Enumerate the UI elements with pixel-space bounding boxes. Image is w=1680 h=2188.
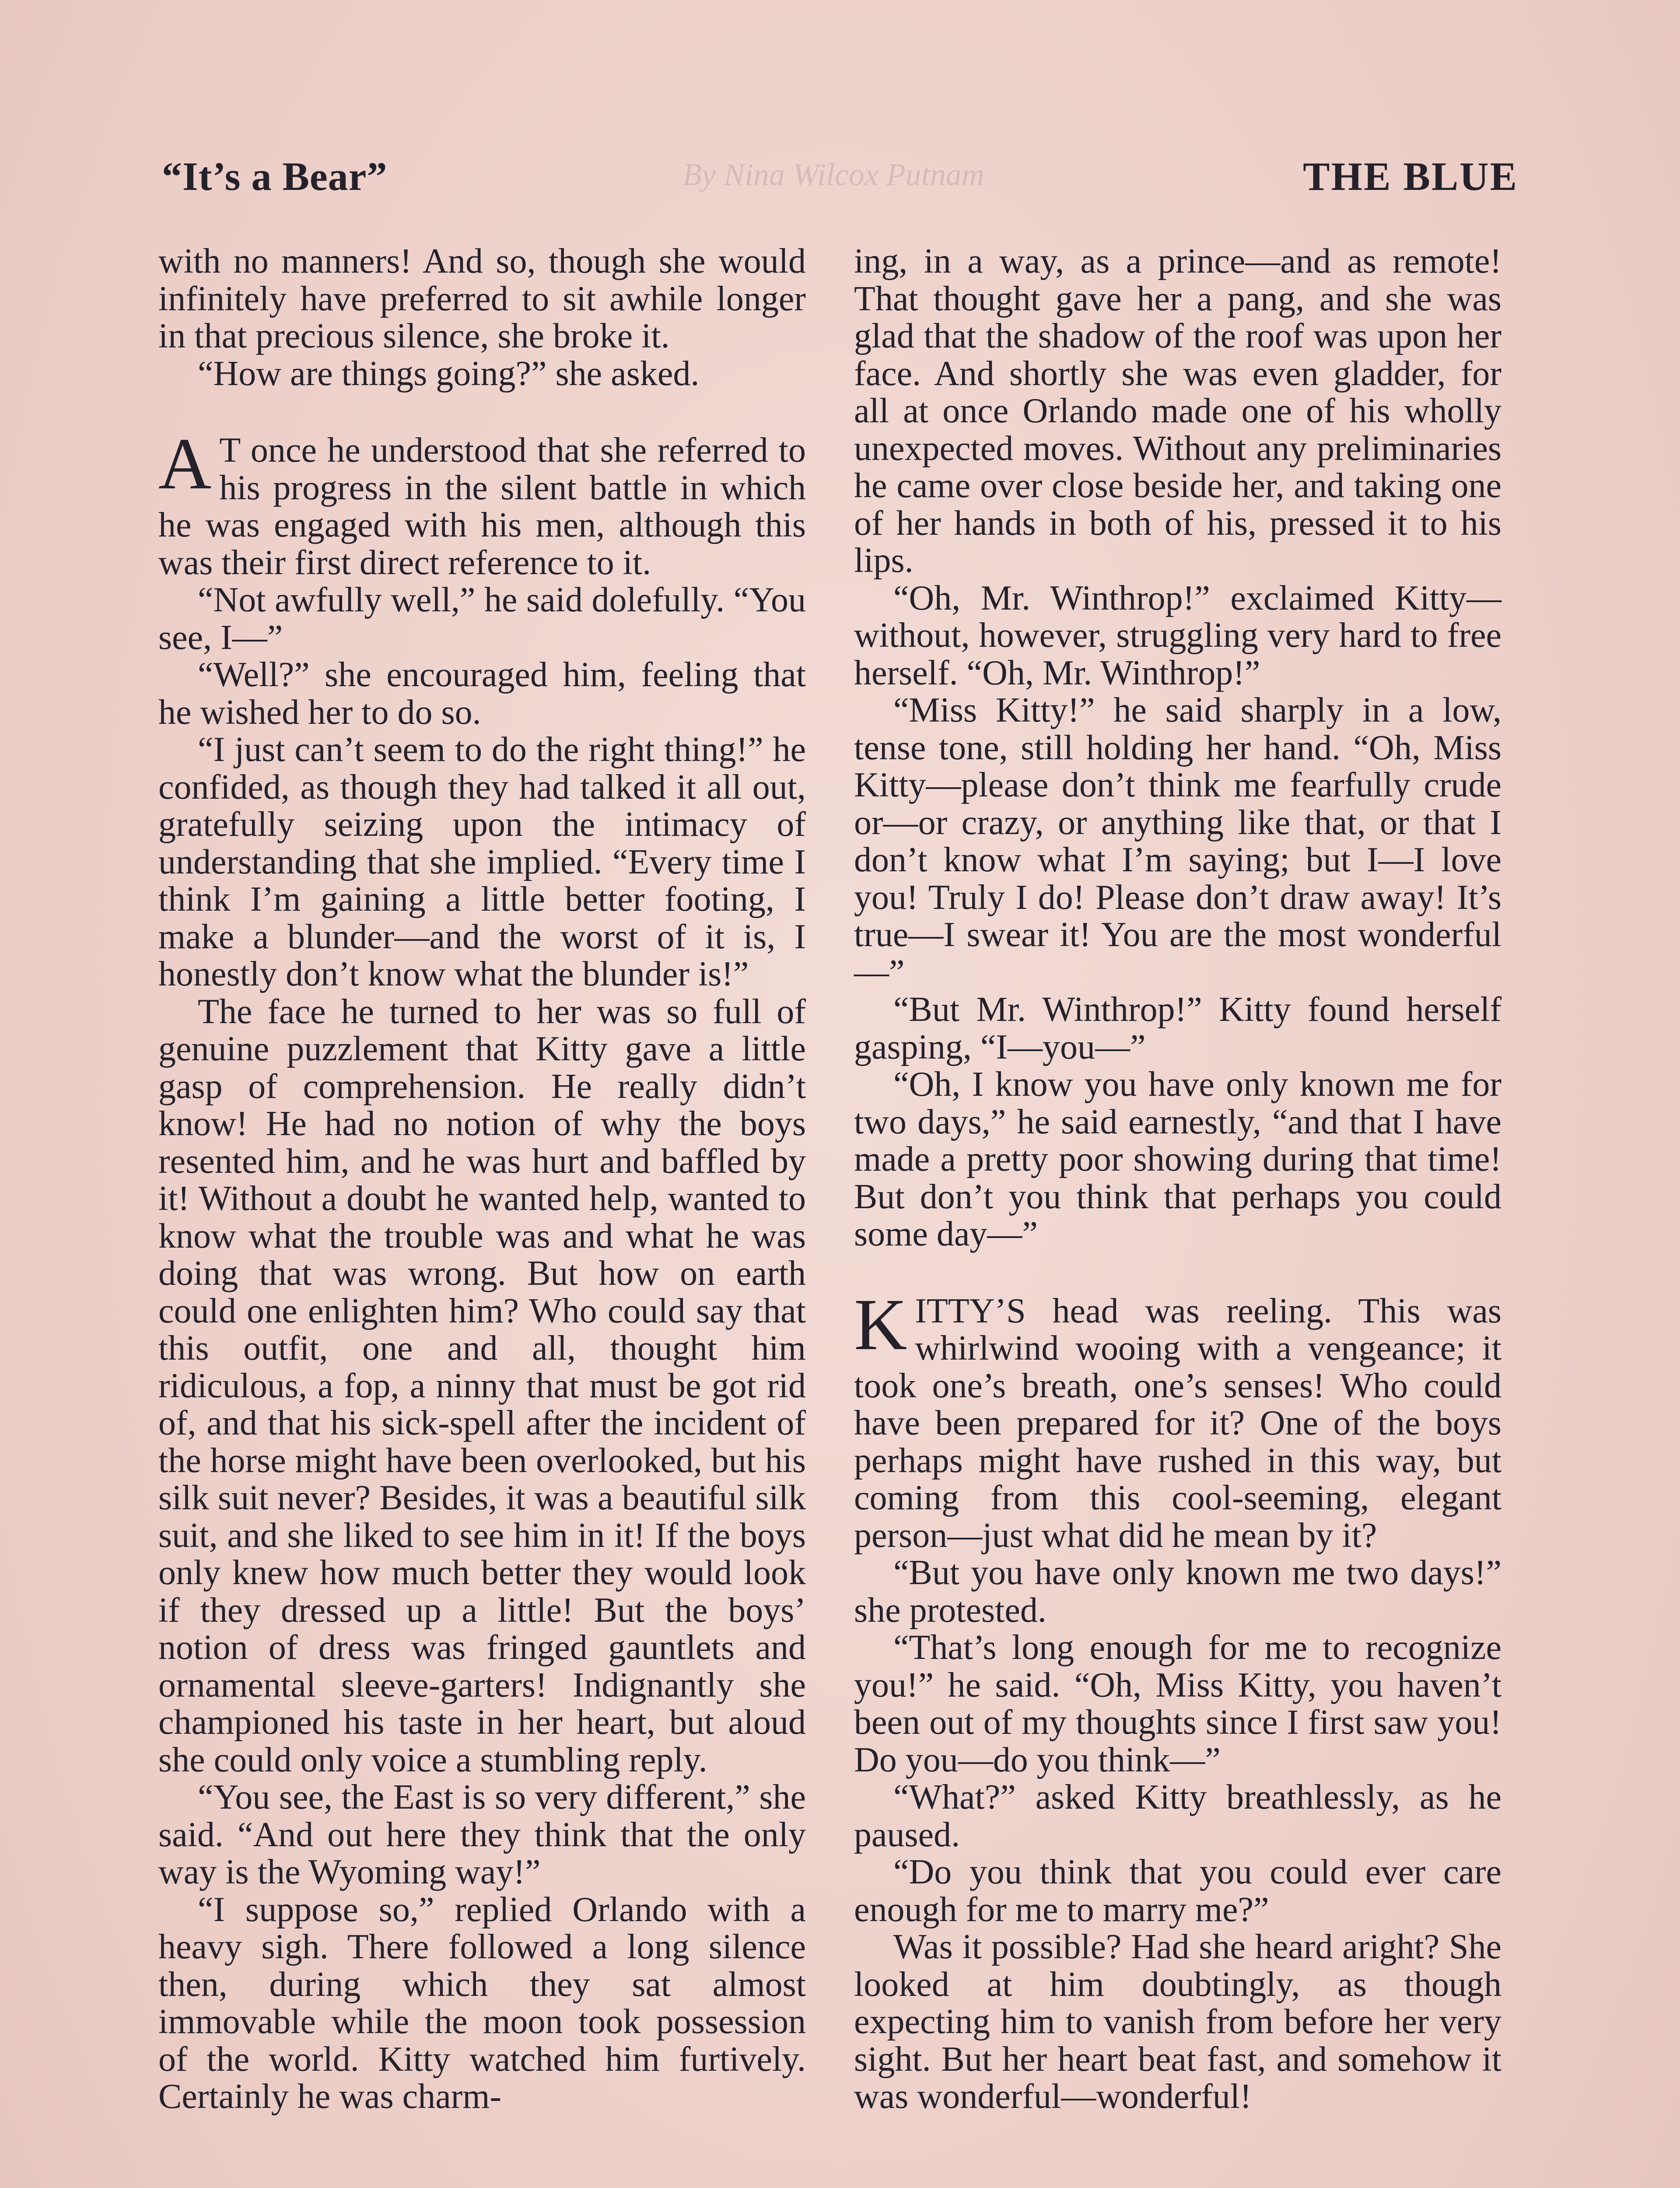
header-story-title: “It’s a Bear” [162, 154, 388, 199]
paragraph: “But Mr. Winthrop!” Kitty found herself gasping, “I—you—” [854, 990, 1502, 1066]
paragraph: “I suppose so,” replied Orlando with a heavy sigh. There followed a long silence then, during which they sat almost immovable while the moon took possession of the world. Kitty watched him furtively. Certainly he was charm- [158, 1890, 806, 2116]
paragraph: with no manners! And so, though she would infinitely have preferred to sit awhile longer in that precious silence, she broke it. [158, 242, 806, 355]
paragraph: “You see, the East is so very different,” she said. “And out here they think that the only way is the Wyoming way!” [158, 1778, 806, 1891]
paragraph: “Do you think that you could ever care enough for me to marry me?” [854, 1853, 1502, 1929]
paragraph: “Well?” she encouraged him, feeling that he wished her to do so. [158, 656, 806, 732]
paragraph-text: ITTY’S head was reeling. This was whirlwind wooing with a vengeance; it took one’s breath, one’s senses! Who could have been prepared for it? One of the boys perhaps might have rushed in this way, but coming from this cool-seeming, elegant person—just what did he mean by it? [854, 1291, 1502, 1555]
paragraph-with-drop-cap [854, 1283, 1502, 1555]
left-text-column [158, 243, 806, 2116]
right-text-column [854, 243, 1502, 2116]
paragraph: “Not awfully well,” he said dolefully. “You see, I—” [158, 581, 806, 657]
paragraph: “That’s long enough for me to recognize you!” he said. “Oh, Miss Kitty, you haven’t been out of my thoughts since I first saw you! Do you—do you think—” [854, 1628, 1502, 1779]
paragraph: The face he turned to her was so full of genuine puzzlement that Kitty gave a little gasp of comprehension. He really didn’t know! He had no notion of why the boys resented him, and he was hurt and baffled by it! Without a doubt he wanted help, wanted to know what the trouble was and what he was doing that was wrong. But how on earth could one enlighten him? Who could say that this outfit, one and all, thought him ridiculous, a fop, a ninny that must be got rid of, and that his sick-spell after the incident of the horse might have been overlooked, but his silk suit never? Besides, it was a beautiful silk suit, and she liked to see him in it! If the boys only knew how much better they would look if they dressed up a little! But the boys’ notion of dress was fringed gauntlets and ornamental sleeve-garters! Indignantly she championed his taste in her heart, but aloud she could only voice a stumbling reply. [158, 992, 806, 1779]
header-magazine-title: THE BLUE [1303, 154, 1518, 199]
paragraph-text: T once he understood that she referred to his progress in the silent battle in which he was engaged with his men, although this was their first direct reference to it. [158, 431, 806, 582]
paragraph: “Miss Kitty!” he said sharply in a low, tense tone, still holding her hand. “Oh, Miss Kitty—please don’t think me fearfully crude or—or crazy, or anything like that, or that I don’t know what I’m saying; but I—I love you! Truly I do! Please don’t draw away! It’s true—I swear it! You are the most wonderful—” [854, 691, 1502, 992]
running-header [162, 153, 1518, 210]
paragraph: ing, in a way, as a prince—and as remote! That thought gave her a pang, and she was glad that the shadow of the roof was upon her face. And shortly she was even gladder, for all at once Orlando made one of his wholly unexpected moves. Without any preliminaries he came over close beside her, and taking one of her hands in both of his, pressed it to his lips. [854, 242, 1502, 580]
paragraph: “I just can’t seem to do the right thing!” he confided, as though they had talked it all out, gratefully seizing upon the intimacy of understanding that she implied. “Every time I think I’m gaining a little better footing, I make a blunder—and the worst of it is, I honestly don’t know what the blunder is!” [158, 730, 806, 993]
paragraph-with-drop-cap [158, 423, 806, 582]
paragraph: “But you have only known me two days!” she protested. [854, 1553, 1502, 1630]
drop-cap: K [854, 1283, 907, 1365]
paragraph: “How are things going?” she asked. [198, 354, 700, 393]
paragraph: “Oh, I know you have only known me for two days,” he said earnestly, “and that I have made a pretty poor showing during that time! But don’t you think that perhaps you could some day—” [854, 1065, 1502, 1253]
paragraph: “Oh, Mr. Winthrop!” exclaimed Kitty—without, however, struggling very hard to free herself. “Oh, Mr. Winthrop!” [854, 579, 1502, 692]
paragraph: “What?” asked Kitty breathlessly, as he paused. [854, 1778, 1502, 1854]
paragraph: Was it possible? Had she heard aright? She looked at him doubtingly, as though expecting him to vanish from before her very sight. But her heart beat fast, and somehow it was wonderful—wonderful! [854, 1928, 1502, 2116]
drop-cap: A [158, 423, 212, 505]
bleed-through-text: By Nina Wilcox Putnam [682, 157, 984, 192]
